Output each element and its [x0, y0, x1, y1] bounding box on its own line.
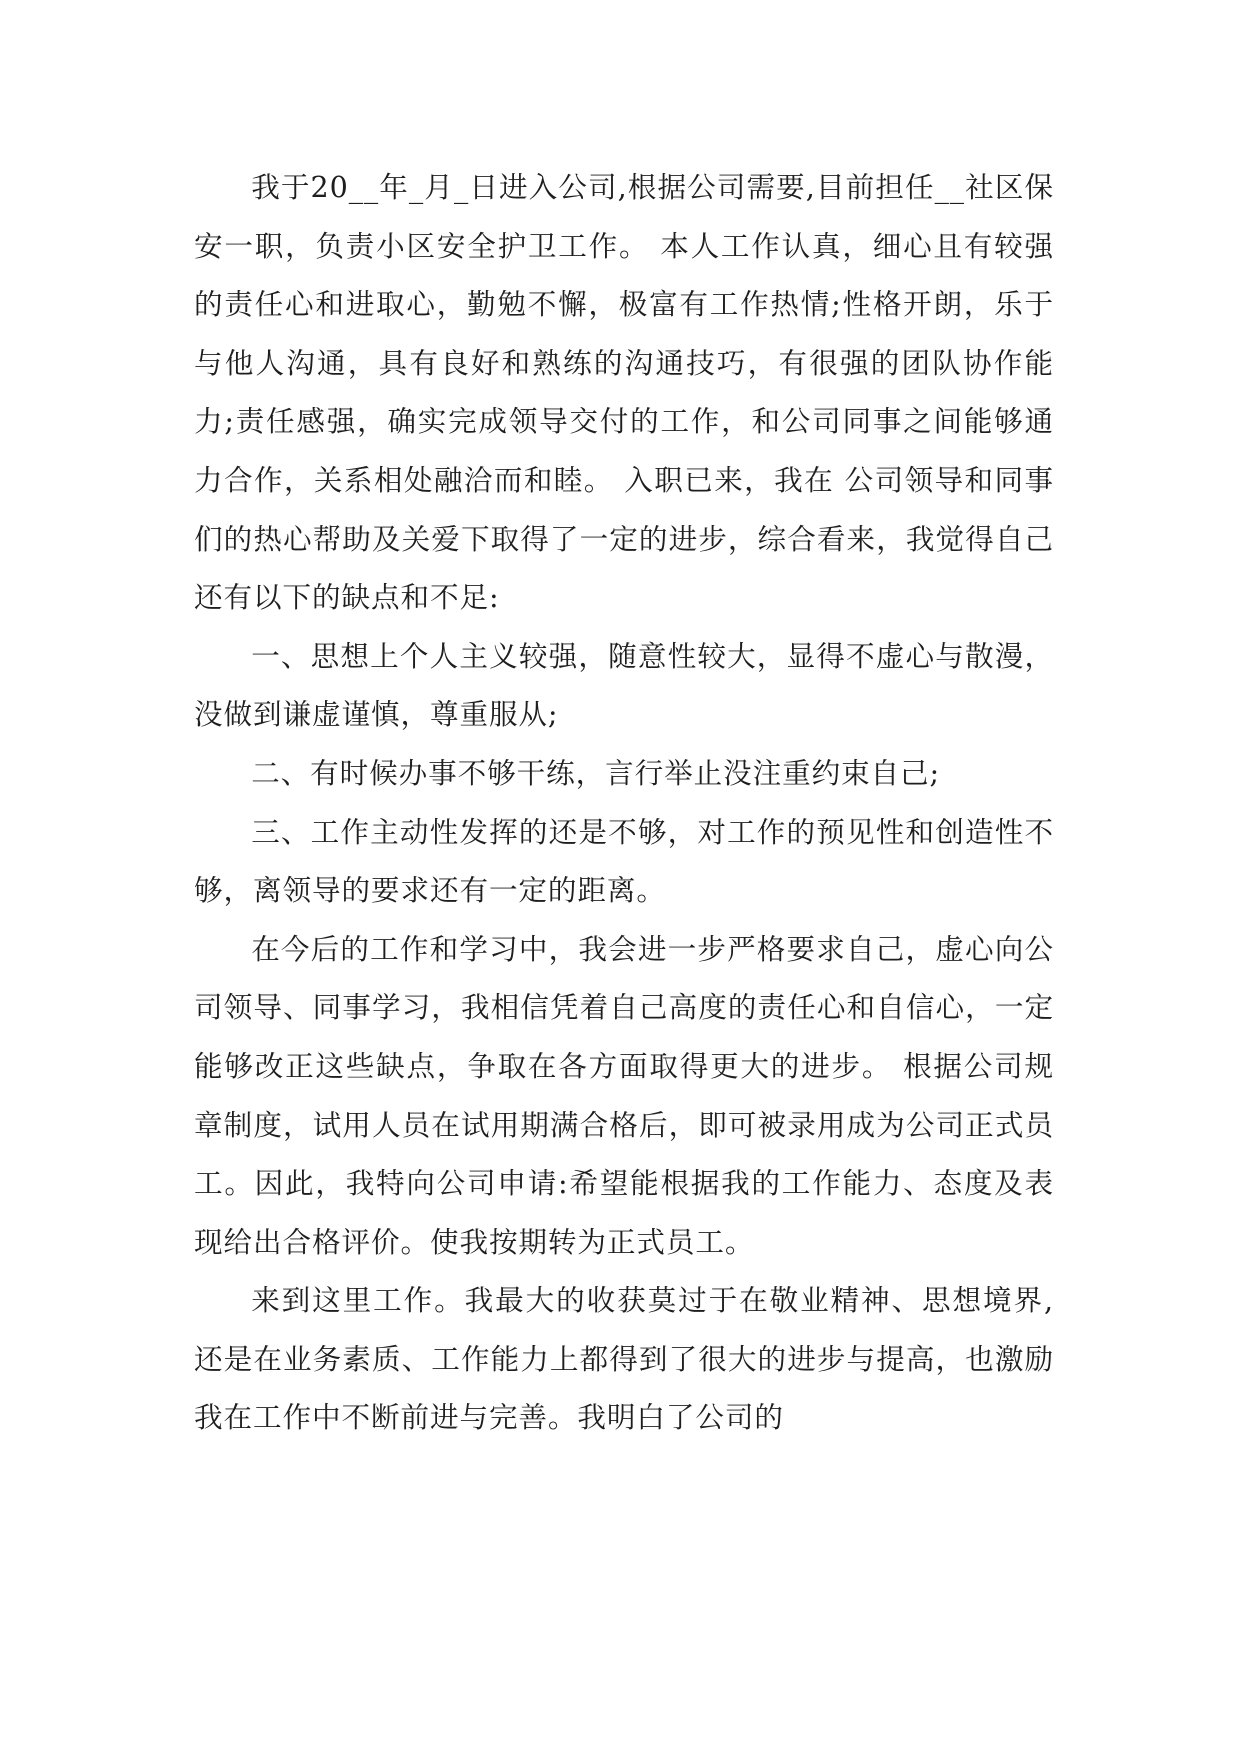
paragraph-shortcoming-1: 一、思想上个人主义较强，随意性较大，显得不虚心与散漫，没做到谦虚谨慎，尊重服从;: [194, 638, 1054, 732]
paragraph-shortcoming-3: 三、工作主动性发挥的还是不够，对工作的预见性和创造性不够，离领导的要求还有一定的距离。: [194, 814, 1054, 908]
paragraph-intro: 我于20__年_月_日进入公司,根据公司需要,目前担任__社区保安一职，负责小区安全护卫工作。 本人工作认真，细心且有较强的责任心和进取心，勤勉不懈，极富有工作热情;性格开朗，乐于与他人沟通，具有良好和熟练的沟通技巧，有很强的团队协作能力;责任感强，确实完成领导交付的工作，和公司同事之间能够通力合作，关系相处融洽而和睦。 入职已来，我在 公司领导和同事们的热心帮助及关爱下取得了一定的进步，综合看来，我觉得自己还有以下的缺点和不足:: [194, 170, 1054, 615]
paragraph-future-plan: 在今后的工作和学习中，我会进一步严格要求自己，虚心向公司领导、同事学习，我相信凭着自己高度的责任心和自信心，一定能够改正这些缺点，争取在各方面取得更大的进步。 根据公司规章制度，试用人员在试用期满合格后，即可被录用成为公司正式员工。因此，我特向公司申请:希望能根据我的工作能力、态度及表现给出合格评价。使我按期转为正式员工。: [194, 931, 1054, 1259]
paragraph-shortcoming-2: 二、有时候办事不够干练，言行举止没注重约束自己;: [251, 755, 941, 790]
document-body: [194, 158, 1054, 1447]
paragraph-gains: 来到这里工作。我最大的收获莫过于在敬业精神、思想境界,还是在业务素质、工作能力上都得到了很大的进步与提高，也激励我在工作中不断前进与完善。我明白了公司的: [194, 1283, 1054, 1435]
